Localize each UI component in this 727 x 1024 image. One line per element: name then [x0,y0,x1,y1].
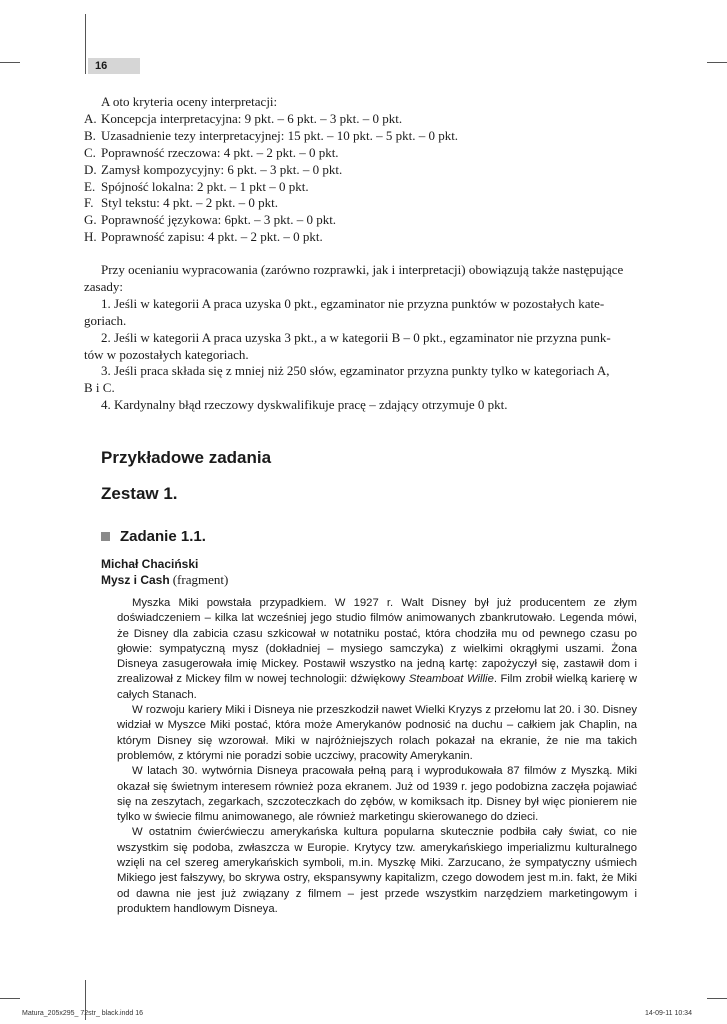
source-note: (fragment) [172,572,229,587]
source-title: Mysz i Cash [101,573,170,587]
crop-mark [0,62,20,63]
criteria-label: B. [84,127,96,143]
rules-line: tów w pozostałych kategoriach. [84,346,249,362]
crop-mark [0,998,20,999]
criteria-label: H. [84,229,97,245]
criteria-text: Koncepcja interpretacyjna: 9 pkt. – 6 pkt. – 3 pkt. – 0 pkt. [101,110,403,126]
criteria-intro: A oto kryteria oceny interpretacji: [101,94,278,109]
article-text-span: Myszka Miki powstała przypadkiem. W 1927 r. Walt Disney był już producentem ze złym doświadczeniem – kilka lat wcześniej jego studio filmów animowanych zbankrutowało. Legenda mówi, że Disney dla zabicia czasu szkicował w notatniku postać, która chodziła mu od pewnego czasu po głowie: sympatyczną mysz (dokładniej – mysiego samczyka) z wielkimi okrągłymi uszami. Żona Disneya zasugerowała imię Mickey. Postawił wszystko na jedną kartę: zapożyczył się, zastawił dom i zrealizował z Mickey film w nowej technologii: dźwiękowy [117,597,637,686]
article-paragraph: W rozwoju kariery Miki i Disneya nie przeszkodził nawet Wielki Kryzys z przełomu lat 20. i 30. Disney widział w Myszce Miki postać, która może Amerykanów podnosić na duchu – całkiem jak Chaplin, na którym Disney się wzorował. Miki w najróżniejszych rolach pokazał na ekranie, że nie ma takich problemów, z którymi nie poradzi sobie uczciwy, pracowity Amerykanin. [117,704,637,762]
rules-line: 2. Jeśli w kategorii A praca uzyska 3 pkt., a w kategorii B – 0 pkt., egzaminator nie przyzna punk- [101,329,611,345]
criteria-item [84,212,458,229]
article-text-span: . Film zrobił wielką karierę w całych Stanach. [117,673,637,701]
criteria-text: Uzasadnienie tezy interpretacyjnej: 15 pkt. – 10 pkt. – 5 pkt. – 0 pkt. [101,127,459,143]
criteria-label: G. [84,212,97,228]
article-paragraph [117,596,637,703]
source-author: Michał Chaciński [101,557,199,571]
criteria-text: Spójność lokalna: 2 pkt. – 1 pkt – 0 pkt. [101,178,309,194]
rules-line: goriach. [84,312,127,328]
criteria-item [84,195,458,212]
crop-mark [85,14,86,74]
rules-line: Przy ocenianiu wypracowania (zarówno rozprawki, jak i interpretacji) obowiązują także następujące [101,262,624,277]
criteria-text: Poprawność zapisu: 4 pkt. – 2 pkt. – 0 pkt. [101,229,323,245]
criteria-label: C. [84,144,96,160]
article-paragraph: W latach 30. wytwórnia Disneya pracowała pełną parą i wyprodukowała 87 filmów z Myszką. Miki okazał się świetnym interesem również poza ekranem. Już od 1939 r. jego podobizna zaczęła pojawiać się na zeszytach, zegarkach, szczoteczkach do zębów, w komiksach itp. Disney był więc pionierem nie tylko w świecie filmu animowanego, ale również marketingu skierowanego do dzieci. [117,765,637,824]
criteria-item [84,111,458,128]
criteria-list [84,94,458,246]
rules-line: 4. Kardynalny błąd rzeczowy dyskwalifikuje pracę – zdający otrzymuje 0 pkt. [101,397,508,413]
criteria-label: F. [84,195,94,211]
footer-file: Matura_205x295_ 72str_ black.indd 16 [22,1010,144,1017]
section-heading: Przykładowe zadania [101,448,272,467]
article-paragraph: W ostatnim ćwierćwieczu amerykańska kultura popularna skutecznie podbiła cały świat, co nie wszystkim się podoba, zwłaszcza w Europie. Krytycy tzw. amerykańskiego imperializmu kulturalnego wzięli na cel szereg amerykańskich symboli, m.in. Myszkę Miki. Zarzucano, że sympatyczny uśmiech Mikiego jest fałszywy, bo skrywa ostry, ekspansywny kapitalizm, czego dowodem jest m.in. fakt, że Miki od dawna nie jest już związany z filmem – jest przede wszystkim narzędziem marketingowym i produktem handlowym Disneya. [117,826,637,915]
rules-block [84,262,636,414]
criteria-text: Poprawność rzeczowa: 4 pkt. – 2 pkt. – 0 pkt. [101,144,339,160]
criteria-item [84,162,458,179]
criteria-item [84,179,458,196]
task-heading: Zadanie 1.1. [120,528,206,545]
set-heading: Zestaw 1. [101,484,178,503]
rules-line: B i C. [84,380,115,396]
rules-line: zasady: [84,278,123,294]
rules-line: 1. Jeśli w kategorii A praca uzyska 0 pkt., egzaminator nie przyzna punktów w pozostałych kate- [101,295,605,311]
rules-line: 3. Jeśli praca składa się z mniej niż 250 słów, egzaminator przyzna punkty tylko w kategoriach A, [101,363,610,379]
page-number: 16 [95,60,108,72]
criteria-text: Poprawność językowa: 6pkt. – 3 pkt. – 0 pkt. [101,212,337,228]
criteria-label: A. [84,110,97,126]
square-bullet-icon [101,532,110,541]
source-title-line [101,572,228,588]
criteria-text: Styl tekstu: 4 pkt. – 2 pkt. – 0 pkt. [101,195,278,211]
crop-mark [707,998,727,999]
criteria-text: Zamysł kompozycyjny: 6 pkt. – 3 pkt. – 0 pkt. [101,161,343,177]
footer-stamp: 14-09-11 10:34 [645,1010,692,1017]
criteria-item [84,229,458,246]
article-text [117,596,637,917]
criteria-item [84,128,458,145]
criteria-item [84,145,458,162]
criteria-label: E. [84,178,96,194]
film-title: Steamboat Willie [408,673,494,686]
criteria-label: D. [84,161,97,177]
crop-mark [707,62,727,63]
